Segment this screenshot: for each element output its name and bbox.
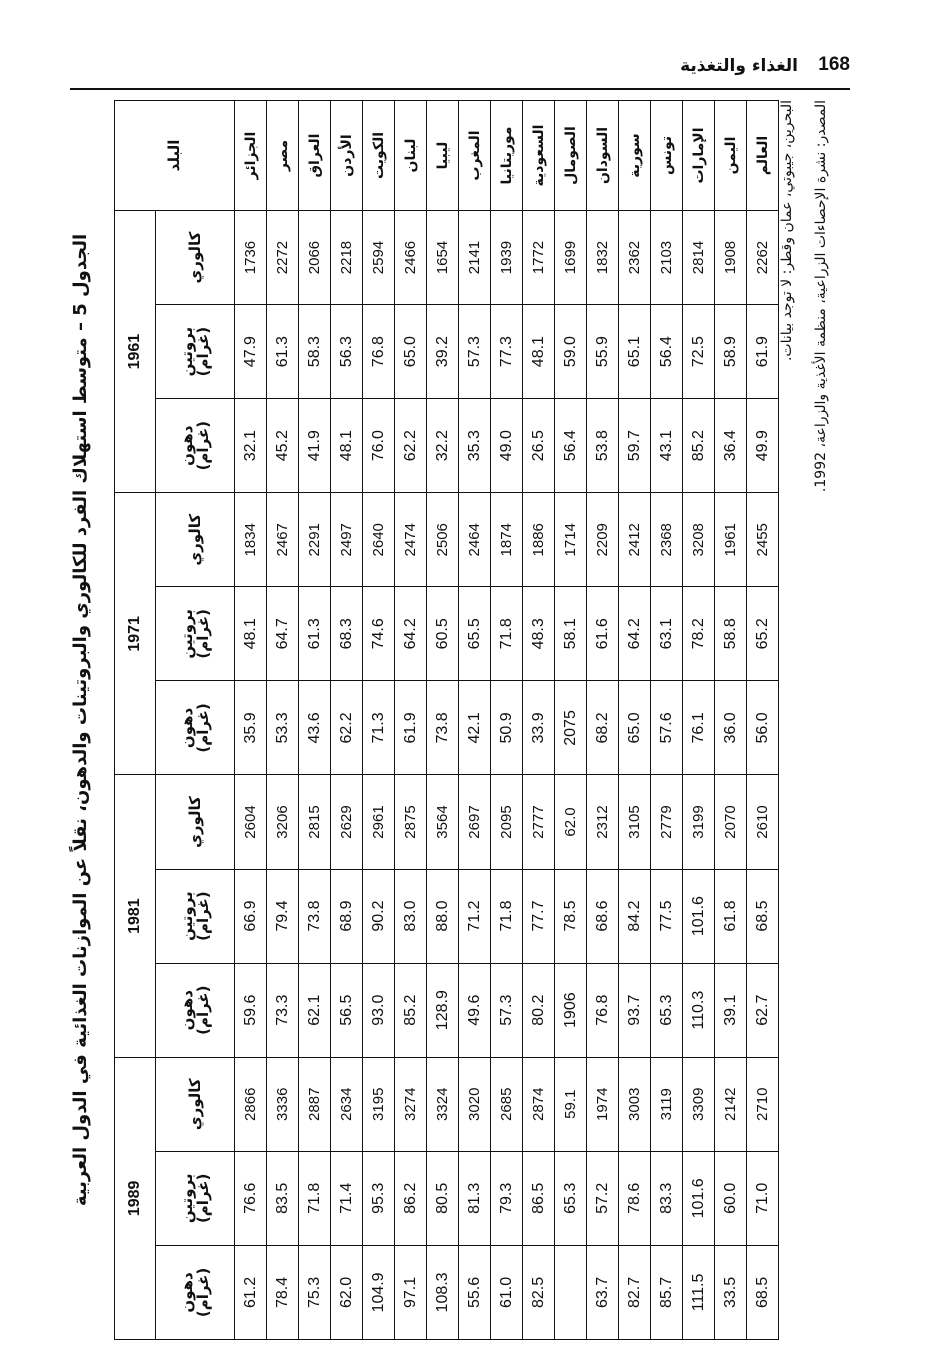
- value-cell: 61.2: [235, 1245, 267, 1339]
- country-cell: لبنان: [395, 101, 427, 211]
- value-cell: 48.1: [523, 305, 555, 399]
- table-row: [363, 101, 395, 1340]
- table-row: [331, 101, 363, 1340]
- value-cell: 57.6: [651, 681, 683, 775]
- kcal-header: كالوري: [156, 775, 235, 869]
- value-cell: 48.1: [331, 399, 363, 493]
- value-cell: 79.4: [267, 869, 299, 963]
- value-cell: 1939: [491, 211, 523, 305]
- value-cell: 1974: [587, 1057, 619, 1151]
- value-cell: 2594: [363, 211, 395, 305]
- protein-header: بروتين (غرام): [156, 1151, 235, 1245]
- value-cell: 90.2: [363, 869, 395, 963]
- table-row: [459, 101, 491, 1340]
- table-row: [619, 101, 651, 1340]
- consumption-table: [114, 100, 779, 1340]
- table-row: [299, 101, 331, 1340]
- value-cell: 73.3: [267, 963, 299, 1057]
- value-cell: 2075: [555, 681, 587, 775]
- value-cell: 62.7: [747, 963, 779, 1057]
- value-cell: 1832: [587, 211, 619, 305]
- country-cell: الصومال: [555, 101, 587, 211]
- value-cell: 3195: [363, 1057, 395, 1151]
- value-cell: 73.8: [299, 869, 331, 963]
- value-cell: 61.6: [587, 587, 619, 681]
- value-cell: 2291: [299, 493, 331, 587]
- value-cell: 3324: [427, 1057, 459, 1151]
- value-cell: 73.8: [427, 681, 459, 775]
- value-cell: 2710: [747, 1057, 779, 1151]
- value-cell: 57.2: [587, 1151, 619, 1245]
- value-cell: 3274: [395, 1057, 427, 1151]
- value-cell: 82.5: [523, 1245, 555, 1339]
- table-row: [555, 101, 587, 1340]
- value-cell: 3336: [267, 1057, 299, 1151]
- value-cell: 80.5: [427, 1151, 459, 1245]
- value-cell: 71.4: [331, 1151, 363, 1245]
- protein-header: بروتين (غرام): [156, 305, 235, 399]
- year-header: 1961: [115, 211, 156, 493]
- value-cell: 95.3: [363, 1151, 395, 1245]
- value-cell: 49.9: [747, 399, 779, 493]
- running-title: الغذاء والتغذية: [680, 56, 798, 76]
- country-cell: ليبيا: [427, 101, 459, 211]
- value-cell: 64.2: [619, 587, 651, 681]
- value-cell: 2814: [683, 211, 715, 305]
- value-cell: 68.6: [587, 869, 619, 963]
- value-cell: 86.5: [523, 1151, 555, 1245]
- value-cell: 2209: [587, 493, 619, 587]
- kcal-header: كالوري: [156, 211, 235, 305]
- value-cell: 2412: [619, 493, 651, 587]
- value-cell: 2777: [523, 775, 555, 869]
- value-cell: 2779: [651, 775, 683, 869]
- value-cell: 33.9: [523, 681, 555, 775]
- value-cell: 78.2: [683, 587, 715, 681]
- value-cell: 56.0: [747, 681, 779, 775]
- value-cell: 2640: [363, 493, 395, 587]
- value-cell: 1654: [427, 211, 459, 305]
- value-cell: 2815: [299, 775, 331, 869]
- value-cell: 1834: [235, 493, 267, 587]
- value-cell: 108.3: [427, 1245, 459, 1339]
- value-cell: 53.8: [587, 399, 619, 493]
- value-cell: 61.3: [299, 587, 331, 681]
- value-cell: 71.8: [491, 869, 523, 963]
- table-notes: [770, 100, 838, 1340]
- value-cell: 2066: [299, 211, 331, 305]
- value-cell: 59.1: [555, 1057, 587, 1151]
- value-cell: [555, 1245, 587, 1339]
- value-cell: 1772: [523, 211, 555, 305]
- value-cell: 93.7: [619, 963, 651, 1057]
- value-cell: 49.6: [459, 963, 491, 1057]
- value-cell: 76.1: [683, 681, 715, 775]
- value-cell: 111.5: [683, 1245, 715, 1339]
- page-header: [70, 50, 850, 90]
- value-cell: 2497: [331, 493, 363, 587]
- value-cell: 61.8: [715, 869, 747, 963]
- value-cell: 49.0: [491, 399, 523, 493]
- value-cell: 68.5: [747, 1245, 779, 1339]
- value-cell: 48.1: [235, 587, 267, 681]
- value-cell: 65.5: [459, 587, 491, 681]
- value-cell: 58.1: [555, 587, 587, 681]
- table-row: [651, 101, 683, 1340]
- value-cell: 2218: [331, 211, 363, 305]
- value-cell: 2362: [619, 211, 651, 305]
- value-cell: 101.6: [683, 869, 715, 963]
- value-cell: 64.2: [395, 587, 427, 681]
- year-header: 1989: [115, 1057, 156, 1339]
- country-cell: الأردن: [331, 101, 363, 211]
- value-cell: 71.0: [747, 1151, 779, 1245]
- value-cell: 2070: [715, 775, 747, 869]
- value-cell: 65.3: [651, 963, 683, 1057]
- table-row: [715, 101, 747, 1340]
- value-cell: 2610: [747, 775, 779, 869]
- value-cell: 128.9: [427, 963, 459, 1057]
- value-cell: 65.3: [555, 1151, 587, 1245]
- table-row: [491, 101, 523, 1340]
- value-cell: 65.0: [395, 305, 427, 399]
- value-cell: 63.7: [587, 1245, 619, 1339]
- table-row: [683, 101, 715, 1340]
- value-cell: 1714: [555, 493, 587, 587]
- value-cell: 68.2: [587, 681, 619, 775]
- value-cell: 43.1: [651, 399, 683, 493]
- value-cell: 2874: [523, 1057, 555, 1151]
- value-cell: 35.9: [235, 681, 267, 775]
- value-cell: 1906: [555, 963, 587, 1057]
- value-cell: 61.3: [267, 305, 299, 399]
- kcal-header: كالوري: [156, 493, 235, 587]
- value-cell: 2961: [363, 775, 395, 869]
- value-cell: 55.9: [587, 305, 619, 399]
- value-cell: 85.2: [395, 963, 427, 1057]
- value-cell: 39.2: [427, 305, 459, 399]
- value-cell: 75.3: [299, 1245, 331, 1339]
- value-cell: 77.7: [523, 869, 555, 963]
- value-cell: 104.9: [363, 1245, 395, 1339]
- value-cell: 2474: [395, 493, 427, 587]
- value-cell: 47.9: [235, 305, 267, 399]
- value-cell: 1961: [715, 493, 747, 587]
- value-cell: 1736: [235, 211, 267, 305]
- value-cell: 26.5: [523, 399, 555, 493]
- value-cell: 2629: [331, 775, 363, 869]
- value-cell: 2875: [395, 775, 427, 869]
- value-cell: 2095: [491, 775, 523, 869]
- value-cell: 3206: [267, 775, 299, 869]
- value-cell: 53.3: [267, 681, 299, 775]
- value-cell: 41.9: [299, 399, 331, 493]
- value-cell: 83.3: [651, 1151, 683, 1245]
- country-cell: اليمن: [715, 101, 747, 211]
- value-cell: 78.4: [267, 1245, 299, 1339]
- value-cell: 61.9: [395, 681, 427, 775]
- country-cell: موريتانيا: [491, 101, 523, 211]
- value-cell: 1908: [715, 211, 747, 305]
- value-cell: 3119: [651, 1057, 683, 1151]
- fat-header: دهون (غرام): [156, 1245, 235, 1339]
- value-cell: 1874: [491, 493, 523, 587]
- value-cell: 81.3: [459, 1151, 491, 1245]
- value-cell: 78.6: [619, 1151, 651, 1245]
- value-cell: 58.8: [715, 587, 747, 681]
- value-cell: 55.6: [459, 1245, 491, 1339]
- value-cell: 58.9: [715, 305, 747, 399]
- value-cell: 65.2: [747, 587, 779, 681]
- value-cell: 63.1: [651, 587, 683, 681]
- country-cell: الكويت: [363, 101, 395, 211]
- value-cell: 57.3: [491, 963, 523, 1057]
- value-cell: 83.5: [267, 1151, 299, 1245]
- value-cell: 65.1: [619, 305, 651, 399]
- value-cell: 2142: [715, 1057, 747, 1151]
- value-cell: 62.1: [299, 963, 331, 1057]
- table-row: [523, 101, 555, 1340]
- value-cell: 36.4: [715, 399, 747, 493]
- value-cell: 71.3: [363, 681, 395, 775]
- missing-data-note: البحرين، جيبوتي، عمان وقطر: لا توجد بيانات.: [779, 100, 795, 362]
- table-row: [427, 101, 459, 1340]
- value-cell: 2866: [235, 1057, 267, 1151]
- value-cell: 80.2: [523, 963, 555, 1057]
- value-cell: 32.2: [427, 399, 459, 493]
- value-cell: 3003: [619, 1057, 651, 1151]
- value-cell: 59.7: [619, 399, 651, 493]
- value-cell: 62.0: [555, 775, 587, 869]
- value-cell: 61.0: [491, 1245, 523, 1339]
- value-cell: 76.0: [363, 399, 395, 493]
- value-cell: 50.9: [491, 681, 523, 775]
- country-header: البلد: [115, 101, 235, 211]
- value-cell: 76.8: [587, 963, 619, 1057]
- table-row: [267, 101, 299, 1340]
- value-cell: 76.6: [235, 1151, 267, 1245]
- value-cell: 42.1: [459, 681, 491, 775]
- value-cell: 76.8: [363, 305, 395, 399]
- value-cell: 68.5: [747, 869, 779, 963]
- fat-header: دهون (غرام): [156, 963, 235, 1057]
- value-cell: 43.6: [299, 681, 331, 775]
- value-cell: 78.5: [555, 869, 587, 963]
- value-cell: 3020: [459, 1057, 491, 1151]
- kcal-header: كالوري: [156, 1057, 235, 1151]
- value-cell: 71.8: [299, 1151, 331, 1245]
- value-cell: 60.0: [715, 1151, 747, 1245]
- value-cell: 2103: [651, 211, 683, 305]
- value-cell: 62.0: [331, 1245, 363, 1339]
- value-cell: 97.1: [395, 1245, 427, 1339]
- value-cell: 2604: [235, 775, 267, 869]
- value-cell: 2506: [427, 493, 459, 587]
- value-cell: 59.0: [555, 305, 587, 399]
- year-header: 1981: [115, 775, 156, 1057]
- value-cell: 2272: [267, 211, 299, 305]
- value-cell: 62.2: [395, 399, 427, 493]
- value-cell: 33.5: [715, 1245, 747, 1339]
- value-cell: 64.7: [267, 587, 299, 681]
- value-cell: 2141: [459, 211, 491, 305]
- country-cell: تونس: [651, 101, 683, 211]
- value-cell: 86.2: [395, 1151, 427, 1245]
- value-cell: 2685: [491, 1057, 523, 1151]
- value-cell: 2368: [651, 493, 683, 587]
- value-cell: 71.8: [491, 587, 523, 681]
- value-cell: 66.9: [235, 869, 267, 963]
- country-cell: الجزائر: [235, 101, 267, 211]
- country-cell: سورية: [619, 101, 651, 211]
- value-cell: 56.4: [651, 305, 683, 399]
- value-cell: 2466: [395, 211, 427, 305]
- value-cell: 101.6: [683, 1151, 715, 1245]
- fat-header: دهون (غرام): [156, 681, 235, 775]
- value-cell: 71.2: [459, 869, 491, 963]
- value-cell: 1886: [523, 493, 555, 587]
- value-cell: 2467: [267, 493, 299, 587]
- value-cell: 56.3: [331, 305, 363, 399]
- value-cell: 39.1: [715, 963, 747, 1057]
- table-row: [235, 101, 267, 1340]
- value-cell: 56.4: [555, 399, 587, 493]
- value-cell: 3208: [683, 493, 715, 587]
- value-cell: 79.3: [491, 1151, 523, 1245]
- value-cell: 59.6: [235, 963, 267, 1057]
- value-cell: 85.7: [651, 1245, 683, 1339]
- value-cell: 2312: [587, 775, 619, 869]
- value-cell: 2262: [747, 211, 779, 305]
- country-cell: السعودية: [523, 101, 555, 211]
- value-cell: 62.2: [331, 681, 363, 775]
- value-cell: 85.2: [683, 399, 715, 493]
- value-cell: 45.2: [267, 399, 299, 493]
- value-cell: 68.3: [331, 587, 363, 681]
- value-cell: 77.5: [651, 869, 683, 963]
- value-cell: 110.3: [683, 963, 715, 1057]
- value-cell: 57.3: [459, 305, 491, 399]
- value-cell: 83.0: [395, 869, 427, 963]
- value-cell: 3105: [619, 775, 651, 869]
- page-number: 168: [818, 54, 850, 75]
- source-note: المصدر: نشرة الإحصاءات الزراعية، منظمة الأغذية والزراعة، 1992.: [813, 100, 829, 493]
- value-cell: 93.0: [363, 963, 395, 1057]
- value-cell: 88.0: [427, 869, 459, 963]
- value-cell: 61.9: [747, 305, 779, 399]
- value-cell: 68.9: [331, 869, 363, 963]
- value-cell: 2455: [747, 493, 779, 587]
- country-cell: المغرب: [459, 101, 491, 211]
- value-cell: 2887: [299, 1057, 331, 1151]
- value-cell: 2634: [331, 1057, 363, 1151]
- value-cell: 1699: [555, 211, 587, 305]
- country-cell: السودان: [587, 101, 619, 211]
- value-cell: 3309: [683, 1057, 715, 1151]
- table-caption: الجدول 5 – متوسط استهلاك الفرد للكالوري والبروتينات والدهون، نقلاً عن الموازنات الغذائية في الدول العربية: [70, 233, 91, 1207]
- value-cell: 60.5: [427, 587, 459, 681]
- value-cell: 56.5: [331, 963, 363, 1057]
- value-cell: 35.3: [459, 399, 491, 493]
- country-cell: مصر: [267, 101, 299, 211]
- table-row: [395, 101, 427, 1340]
- value-cell: 3199: [683, 775, 715, 869]
- value-cell: 77.3: [491, 305, 523, 399]
- country-cell: العراق: [299, 101, 331, 211]
- value-cell: 3564: [427, 775, 459, 869]
- value-cell: 84.2: [619, 869, 651, 963]
- value-cell: 48.3: [523, 587, 555, 681]
- value-cell: 36.0: [715, 681, 747, 775]
- country-cell: الإمارات: [683, 101, 715, 211]
- value-cell: 58.3: [299, 305, 331, 399]
- country-cell: العالم: [747, 101, 779, 211]
- value-cell: 32.1: [235, 399, 267, 493]
- rotated-content: [70, 100, 840, 1340]
- value-cell: 72.5: [683, 305, 715, 399]
- value-cell: 74.6: [363, 587, 395, 681]
- table-row: [587, 101, 619, 1340]
- year-header: 1971: [115, 493, 156, 775]
- protein-header: بروتين (غرام): [156, 869, 235, 963]
- value-cell: 2697: [459, 775, 491, 869]
- header-rule: [70, 88, 850, 90]
- value-cell: 82.7: [619, 1245, 651, 1339]
- protein-header: بروتين (غرام): [156, 587, 235, 681]
- value-cell: 2464: [459, 493, 491, 587]
- fat-header: دهون (غرام): [156, 399, 235, 493]
- value-cell: 65.0: [619, 681, 651, 775]
